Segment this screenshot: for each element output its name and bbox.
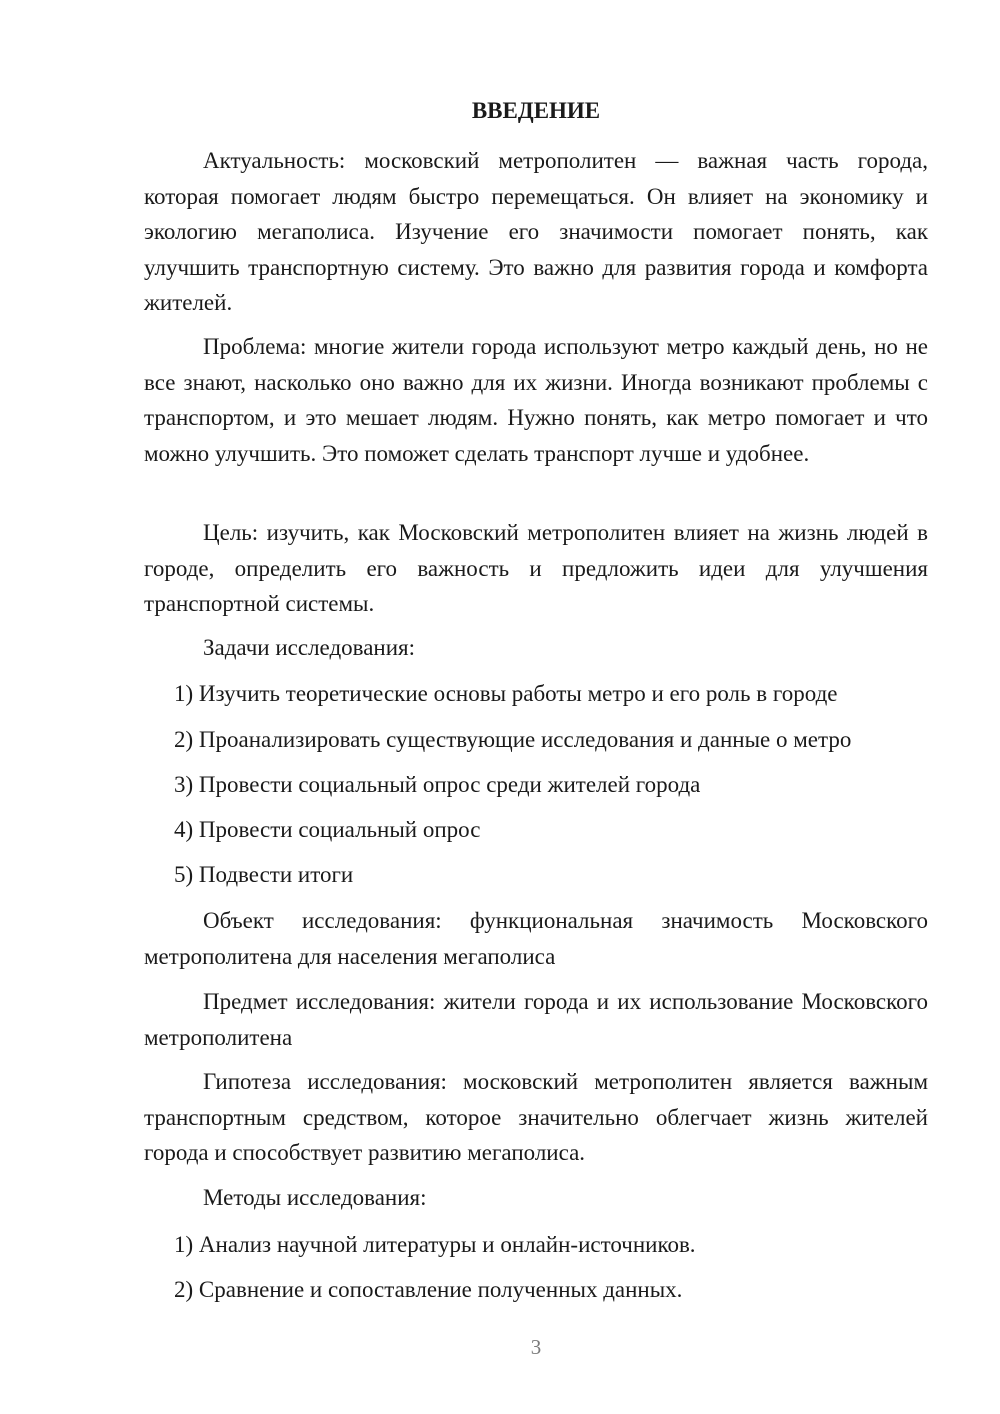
relevance-paragraph: Актуальность: московский метрополитен — важная часть города, которая помогает людям быстро перемещаться. Он влияет на экономику и экологию мегаполиса. Изучение его значимости помогает понять, как улучшить транспортную систему. Это важно для развития города и комфорта жителей. [144, 148, 928, 315]
problem-paragraph: Проблема: многие жители города используют метро каждый день, но не все знают, насколько оно важно для их жизни. Иногда возникают проблемы с транспортом, и это мешает людям. Нужно понять, как метро помогает и что можно улучшить. Это поможет сделать транспорт лучше и удобнее. [144, 334, 928, 466]
method-item-1: 1) Анализ научной литературы и онлайн-источников. [174, 1232, 696, 1257]
hypothesis-paragraph: Гипотеза исследования: московский метрополитен является важным транспортным средством, которое значительно облегчает жизнь жителей города и способствует развитию мегаполиса. [144, 1069, 928, 1165]
task-item-1: 1) Изучить теоретические основы работы метро и его роль в городе [174, 681, 838, 706]
task-item-3: 3) Провести социальный опрос среди жителей города [174, 772, 701, 797]
object-paragraph: Объект исследования: функциональная значимость Московского метрополитена для населения мегаполиса [144, 908, 928, 969]
methods-title: Методы исследования: [203, 1185, 427, 1210]
subject-paragraph: Предмет исследования: жители города и их использование Московского метрополитена [144, 989, 928, 1050]
task-item-5: 5) Подвести итоги [174, 862, 354, 887]
task-item-4: 4) Провести социальный опрос [174, 817, 481, 842]
page-number: 3 [530, 1335, 542, 1359]
method-item-2: 2) Сравнение и сопоставление полученных данных. [174, 1277, 683, 1302]
tasks-title: Задачи исследования: [203, 635, 416, 660]
section-heading: ВВЕДЕНИЕ [471, 98, 601, 123]
goal-paragraph: Цель: изучить, как Московский метрополитен влияет на жизнь людей в городе, определить его важность и предложить идеи для улучшения транспортной системы. [144, 520, 928, 616]
task-item-2: 2) Проанализировать существующие исследования и данные о метро [174, 727, 852, 752]
